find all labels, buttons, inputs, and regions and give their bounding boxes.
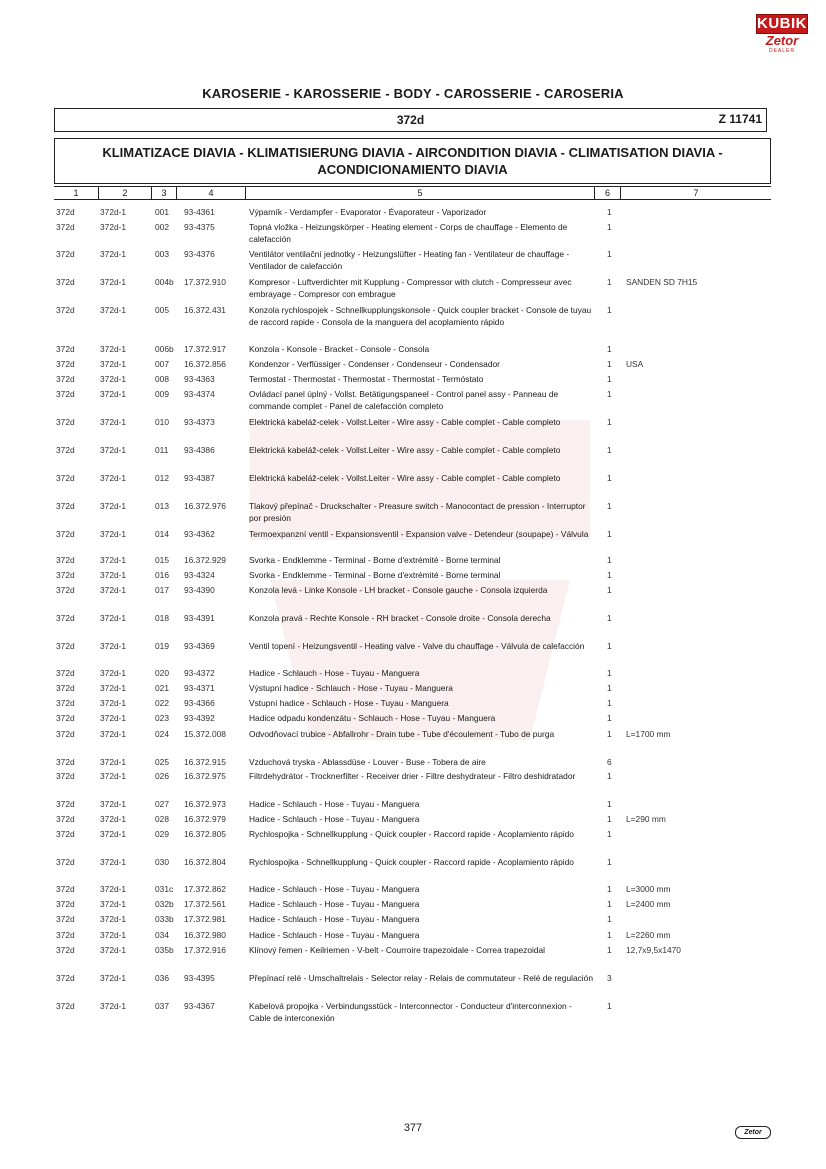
cell-note: L=1700 mm — [626, 729, 671, 739]
cell-subgroup: 372d-1 — [100, 277, 127, 287]
cell-position: 024 — [155, 729, 169, 739]
cell-description: Svorka - Endklemme - Terminal - Borne d'extrémité - Borne terminal — [249, 570, 501, 580]
cell-description: Hadice - Schlauch - Hose - Tuyau - Manguera — [249, 668, 420, 678]
cell-subgroup: 372d-1 — [100, 729, 127, 739]
cell-part-number: 16.372.804 — [184, 857, 226, 867]
cell-description: Rychlospojka - Schnellkupplung - Quick coupler - Raccord rapide - Acoplamiento rápido — [249, 829, 574, 839]
cell-description: Rychlospojka - Schnellkupplung - Quick coupler - Raccord rapide - Acoplamiento rápido — [249, 857, 574, 867]
cell-description: Elektrická kabeláž-celek - Vollst.Leiter - Wire assy - Cable complet - Cable completo — [249, 417, 561, 427]
cell-description: Hadice - Schlauch - Hose - Tuyau - Manguera — [249, 930, 420, 940]
cell-position: 027 — [155, 799, 169, 809]
cell-quantity: 1 — [607, 641, 612, 651]
cell-quantity: 6 — [607, 757, 612, 767]
cell-group: 372d — [56, 683, 75, 693]
cell-position: 036 — [155, 973, 169, 983]
cell-group: 372d — [56, 771, 75, 781]
cell-part-number: 16.372.973 — [184, 799, 226, 809]
cell-subgroup: 372d-1 — [100, 1001, 127, 1011]
page-number: 377 — [403, 1122, 423, 1134]
cell-part-number: 93-4373 — [184, 417, 215, 427]
cell-description: Přepínací relé - Umschaltrelais - Selector relay - Relais de commutateur - Relé de regulación — [249, 973, 593, 983]
cell-quantity: 1 — [607, 305, 612, 315]
column-header-3: 3 — [151, 187, 176, 199]
cell-description: Filtrdehydrátor - Trocknerfilter - Receiver drier - Filtre deshydrateur - Filtro deshidratador — [249, 771, 576, 781]
cell-position: 032b — [155, 899, 174, 909]
cell-subgroup: 372d-1 — [100, 207, 127, 217]
cell-quantity: 1 — [607, 930, 612, 940]
cell-group: 372d — [56, 344, 75, 354]
cell-position: 005 — [155, 305, 169, 315]
cell-description: Elektrická kabeláž-celek - Vollst.Leiter - Wire assy - Cable complet - Cable completo — [249, 473, 561, 483]
cell-description: Hadice odpadu kondenzátu - Schlauch - Hose - Tuyau - Manguera — [249, 713, 496, 723]
cell-group: 372d — [56, 1001, 75, 1011]
cell-quantity: 1 — [607, 374, 612, 384]
cell-position: 007 — [155, 359, 169, 369]
cell-description: Konzola rychlospojek - Schnellkupplungskonsole - Quick coupler bracket - Console de tuyau de raccord rapide - Consola de la manguera del acoplamiento rápido — [249, 305, 592, 327]
cell-group: 372d — [56, 930, 75, 940]
cell-position: 028 — [155, 814, 169, 824]
cell-subgroup: 372d-1 — [100, 973, 127, 983]
cell-subgroup: 372d-1 — [100, 814, 127, 824]
cell-subgroup: 372d-1 — [100, 389, 127, 399]
cell-part-number: 93-4390 — [184, 585, 215, 595]
cell-part-number: 16.372.805 — [184, 829, 226, 839]
cell-group: 372d — [56, 445, 75, 455]
cell-position: 010 — [155, 417, 169, 427]
cell-subgroup: 372d-1 — [100, 613, 127, 623]
cell-description: Elektrická kabeláž-celek - Vollst.Leiter - Wire assy - Cable complet - Cable completo — [249, 445, 561, 455]
cell-subgroup: 372d-1 — [100, 945, 127, 955]
cell-quantity: 1 — [607, 899, 612, 909]
cell-group: 372d — [56, 417, 75, 427]
cell-group: 372d — [56, 729, 75, 739]
cell-position: 022 — [155, 698, 169, 708]
cell-description: Konzola levá - Linke Konsole - LH bracket - Console gauche - Consola izquierda — [249, 585, 548, 595]
cell-subgroup: 372d-1 — [100, 417, 127, 427]
column-header-7: 7 — [620, 187, 771, 199]
cell-subgroup: 372d-1 — [100, 555, 127, 565]
cell-position: 016 — [155, 570, 169, 580]
cell-quantity: 1 — [607, 207, 612, 217]
cell-quantity: 1 — [607, 417, 612, 427]
cell-position: 020 — [155, 668, 169, 678]
cell-description: Hadice - Schlauch - Hose - Tuyau - Manguera — [249, 914, 420, 924]
cell-quantity: 1 — [607, 613, 612, 623]
cell-position: 004b — [155, 277, 174, 287]
cell-description: Hadice - Schlauch - Hose - Tuyau - Manguera — [249, 814, 420, 824]
cell-subgroup: 372d-1 — [100, 899, 127, 909]
cell-description: Vstupní hadice - Schlauch - Hose - Tuyau - Manguera — [249, 698, 449, 708]
cell-note: SANDEN SD 7H15 — [626, 277, 698, 287]
cell-part-number: 17.372.916 — [184, 945, 226, 955]
cell-part-number: 93-4376 — [184, 249, 215, 259]
cell-position: 013 — [155, 501, 169, 511]
cell-group: 372d — [56, 713, 75, 723]
cell-position: 026 — [155, 771, 169, 781]
cell-subgroup: 372d-1 — [100, 884, 127, 894]
cell-note: 12,7x9,5x1470 — [626, 945, 681, 955]
cell-group: 372d — [56, 249, 75, 259]
cell-subgroup: 372d-1 — [100, 914, 127, 924]
cell-part-number: 15.372.008 — [184, 729, 226, 739]
cell-quantity: 1 — [607, 389, 612, 399]
cell-group: 372d — [56, 222, 75, 232]
column-header-6: 6 — [594, 187, 620, 199]
cell-group: 372d — [56, 305, 75, 315]
cell-position: 029 — [155, 829, 169, 839]
cell-group: 372d — [56, 359, 75, 369]
cell-description: Svorka - Endklemme - Terminal - Borne d'extrémité - Borne terminal — [249, 555, 501, 565]
cell-group: 372d — [56, 585, 75, 595]
cell-group: 372d — [56, 555, 75, 565]
cell-subgroup: 372d-1 — [100, 585, 127, 595]
cell-part-number: 93-4375 — [184, 222, 215, 232]
cell-part-number: 93-4371 — [184, 683, 215, 693]
cell-quantity: 1 — [607, 473, 612, 483]
cell-part-number: 93-4367 — [184, 1001, 215, 1011]
cell-part-number: 17.372.862 — [184, 884, 226, 894]
cell-description: Kabelová propojka - Verbindungsstück - Interconnector - Conducteur d'interconnexion - Cable de interconexión — [249, 1001, 572, 1023]
cell-group: 372d — [56, 899, 75, 909]
cell-subgroup: 372d-1 — [100, 757, 127, 767]
column-header-2: 2 — [98, 187, 151, 199]
drawing-code: Z 11741 — [718, 112, 762, 126]
cell-quantity: 1 — [607, 814, 612, 824]
cell-description: Hadice - Schlauch - Hose - Tuyau - Manguera — [249, 899, 420, 909]
cell-quantity: 1 — [607, 914, 612, 924]
cell-quantity: 1 — [607, 698, 612, 708]
cell-group: 372d — [56, 613, 75, 623]
cell-position: 015 — [155, 555, 169, 565]
cell-part-number: 16.372.980 — [184, 930, 226, 940]
cell-subgroup: 372d-1 — [100, 771, 127, 781]
cell-note: L=2260 mm — [626, 930, 671, 940]
cell-group: 372d — [56, 389, 75, 399]
brand-logo-bottom: Zetor — [765, 33, 799, 48]
cell-subgroup: 372d-1 — [100, 359, 127, 369]
cell-part-number: 93-4324 — [184, 570, 215, 580]
cell-quantity: 1 — [607, 683, 612, 693]
cell-subgroup: 372d-1 — [100, 249, 127, 259]
cell-group: 372d — [56, 884, 75, 894]
cell-subgroup: 372d-1 — [100, 344, 127, 354]
cell-quantity: 1 — [607, 945, 612, 955]
cell-quantity: 1 — [607, 585, 612, 595]
cell-quantity: 1 — [607, 555, 612, 565]
cell-description: Ovládací panel úplný - Vollst. Betätigungspaneel - Control panel assy - Panneau de commande complet - Panel de calefacción completo — [249, 389, 559, 411]
cell-position: 021 — [155, 683, 169, 693]
cell-group: 372d — [56, 529, 75, 539]
cell-position: 001 — [155, 207, 169, 217]
cell-part-number: 17.372.981 — [184, 914, 226, 924]
cell-group: 372d — [56, 757, 75, 767]
cell-subgroup: 372d-1 — [100, 529, 127, 539]
cell-subgroup: 372d-1 — [100, 829, 127, 839]
cell-subgroup: 372d-1 — [100, 445, 127, 455]
cell-position: 014 — [155, 529, 169, 539]
cell-part-number: 16.372.979 — [184, 814, 226, 824]
cell-quantity: 1 — [607, 249, 612, 259]
cell-position: 011 — [155, 445, 169, 455]
cell-position: 009 — [155, 389, 169, 399]
cell-group: 372d — [56, 857, 75, 867]
cell-part-number: 93-4361 — [184, 207, 215, 217]
column-header-4: 4 — [176, 187, 245, 199]
column-header-1: 1 — [73, 188, 79, 198]
cell-description: Ventilátor ventilační jednotky - Heizungslüfter - Heating fan - Ventilateur de chauffage - Ventilador de calefacción — [249, 249, 570, 271]
cell-subgroup: 372d-1 — [100, 857, 127, 867]
column-header-5: 5 — [245, 187, 594, 199]
cell-description: Hadice - Schlauch - Hose - Tuyau - Manguera — [249, 799, 420, 809]
cell-subgroup: 372d-1 — [100, 473, 127, 483]
cell-group: 372d — [56, 799, 75, 809]
cell-subgroup: 372d-1 — [100, 683, 127, 693]
cell-group: 372d — [56, 277, 75, 287]
cell-quantity: 1 — [607, 445, 612, 455]
cell-part-number: 93-4392 — [184, 713, 215, 723]
title-line-2: ACONDICIONAMIENTO DIAVIA — [317, 162, 508, 177]
cell-part-number: 17.372.917 — [184, 344, 226, 354]
cell-description: Výparník - Verdampfer - Evaporator - Évaporateur - Vaporizador — [249, 207, 487, 217]
cell-position: 019 — [155, 641, 169, 651]
cell-subgroup: 372d-1 — [100, 713, 127, 723]
cell-quantity: 1 — [607, 222, 612, 232]
cell-group: 372d — [56, 973, 75, 983]
cell-description: Konzola pravá - Rechte Konsole - RH bracket - Console droite - Consola derecha — [249, 613, 551, 623]
cell-position: 033b — [155, 914, 174, 924]
cell-subgroup: 372d-1 — [100, 668, 127, 678]
cell-part-number: 93-4391 — [184, 613, 215, 623]
cell-note: L=290 mm — [626, 814, 666, 824]
footer-logo: Zetor — [735, 1126, 771, 1139]
cell-group: 372d — [56, 570, 75, 580]
cell-group: 372d — [56, 501, 75, 511]
cell-description: Termostat - Thermostat - Thermostat - Thermostat - Termóstato — [249, 374, 484, 384]
cell-quantity: 1 — [607, 857, 612, 867]
cell-description: Termoexpanzní ventil - Expansionsventil - Expansion valve - Detendeur (soupape) - Válvula — [249, 529, 589, 539]
cell-quantity: 1 — [607, 359, 612, 369]
cell-subgroup: 372d-1 — [100, 641, 127, 651]
cell-description: Klínový řemen - Keilriemen - V-belt - Courroire trapezoidale - Correa trapezoidal — [249, 945, 546, 955]
cell-description: Topná vložka - Heizungskörper - Heating element - Corps de chauffage - Elemento de calefacción — [249, 222, 568, 244]
cell-quantity: 1 — [607, 713, 612, 723]
cell-subgroup: 372d-1 — [100, 222, 127, 232]
cell-description: Odvodňovací trubice - Abfallrohr - Drain tube - Tube d'écoulement - Tubo de purga — [249, 729, 555, 739]
cell-position: 008 — [155, 374, 169, 384]
brand-logo-sub: DEALER — [768, 48, 795, 54]
cell-group: 372d — [56, 914, 75, 924]
cell-part-number: 16.372.975 — [184, 771, 226, 781]
cell-description: Výstupní hadice - Schlauch - Hose - Tuyau - Manguera — [249, 683, 453, 693]
cell-part-number: 16.372.431 — [184, 305, 226, 315]
cell-quantity: 1 — [607, 799, 612, 809]
cell-subgroup: 372d-1 — [100, 930, 127, 940]
cell-group: 372d — [56, 641, 75, 651]
group-code: 372d — [396, 113, 425, 127]
cell-group: 372d — [56, 473, 75, 483]
cell-position: 037 — [155, 1001, 169, 1011]
cell-description: Ventil topení - Heizungsventil - Heating valve - Valve du chauffage - Válvula de calefacción — [249, 641, 585, 651]
cell-position: 006b — [155, 344, 174, 354]
cell-quantity: 1 — [607, 668, 612, 678]
cell-position: 017 — [155, 585, 169, 595]
cell-description: Vzduchová tryska - Ablassdüse - Louver - Buse - Tobera de aire — [249, 757, 486, 767]
cell-description: Hadice - Schlauch - Hose - Tuyau - Manguera — [249, 884, 420, 894]
cell-position: 012 — [155, 473, 169, 483]
section-heading: KAROSERIE - KAROSSERIE - BODY - CAROSSERIE - CAROSERIA — [202, 86, 624, 101]
cell-part-number: 93-4374 — [184, 389, 215, 399]
cell-quantity: 1 — [607, 771, 612, 781]
cell-part-number: 17.372.910 — [184, 277, 226, 287]
cell-position: 003 — [155, 249, 169, 259]
cell-quantity: 1 — [607, 1001, 612, 1011]
cell-subgroup: 372d-1 — [100, 501, 127, 511]
cell-part-number: 16.372.929 — [184, 555, 226, 565]
cell-description: Tlakový přepínač - Druckschalter - Preasure switch - Manocontact de pression - Interruptor por presión — [249, 501, 586, 523]
cell-description: Kondenzor - Verflüssiger - Condenser - Condenseur - Condensador — [249, 359, 500, 369]
cell-subgroup: 372d-1 — [100, 305, 127, 315]
cell-part-number: 93-4372 — [184, 668, 215, 678]
cell-part-number: 16.372.856 — [184, 359, 226, 369]
cell-note: L=3000 mm — [626, 884, 671, 894]
cell-quantity: 1 — [607, 501, 612, 511]
cell-position: 035b — [155, 945, 174, 955]
cell-position: 002 — [155, 222, 169, 232]
cell-part-number: 16.372.915 — [184, 757, 226, 767]
cell-position: 018 — [155, 613, 169, 623]
cell-quantity: 1 — [607, 829, 612, 839]
cell-group: 372d — [56, 698, 75, 708]
cell-quantity: 3 — [607, 973, 612, 983]
cell-quantity: 1 — [607, 570, 612, 580]
cell-quantity: 1 — [607, 729, 612, 739]
cell-part-number: 93-4386 — [184, 445, 215, 455]
cell-description: Kompresor - Luftverdichter mit Kupplung - Compressor with clutch - Compresseur avec embrayage - Compresor con embrague — [249, 277, 572, 299]
cell-position: 031c — [155, 884, 174, 894]
cell-part-number: 93-4395 — [184, 973, 215, 983]
cell-quantity: 1 — [607, 529, 612, 539]
cell-position: 030 — [155, 857, 169, 867]
cell-group: 372d — [56, 945, 75, 955]
cell-subgroup: 372d-1 — [100, 570, 127, 580]
cell-quantity: 1 — [607, 884, 612, 894]
cell-position: 034 — [155, 930, 169, 940]
cell-part-number: 93-4363 — [184, 374, 215, 384]
cell-part-number: 16.372.976 — [184, 501, 226, 511]
cell-part-number: 93-4387 — [184, 473, 215, 483]
cell-part-number: 93-4366 — [184, 698, 215, 708]
cell-group: 372d — [56, 374, 75, 384]
cell-part-number: 17.372.561 — [184, 899, 226, 909]
cell-group: 372d — [56, 668, 75, 678]
cell-position: 025 — [155, 757, 169, 767]
cell-group: 372d — [56, 829, 75, 839]
cell-description: Konzola - Konsole - Bracket - Console - Consola — [249, 344, 430, 354]
cell-quantity: 1 — [607, 344, 612, 354]
cell-subgroup: 372d-1 — [100, 374, 127, 384]
cell-part-number: 93-4362 — [184, 529, 215, 539]
cell-position: 023 — [155, 713, 169, 723]
cell-note: USA — [626, 359, 644, 369]
cell-subgroup: 372d-1 — [100, 698, 127, 708]
cell-group: 372d — [56, 207, 75, 217]
title-line-1: KLIMATIZACE DIAVIA - KLIMATISIERUNG DIAVIA - AIRCONDITION DIAVIA - CLIMATISATION DIAVIA - — [102, 145, 723, 160]
cell-part-number: 93-4369 — [184, 641, 215, 651]
cell-quantity: 1 — [607, 277, 612, 287]
cell-note: L=2400 mm — [626, 899, 671, 909]
cell-group: 372d — [56, 814, 75, 824]
brand-logo-top: KUBIK — [757, 15, 807, 32]
cell-subgroup: 372d-1 — [100, 799, 127, 809]
